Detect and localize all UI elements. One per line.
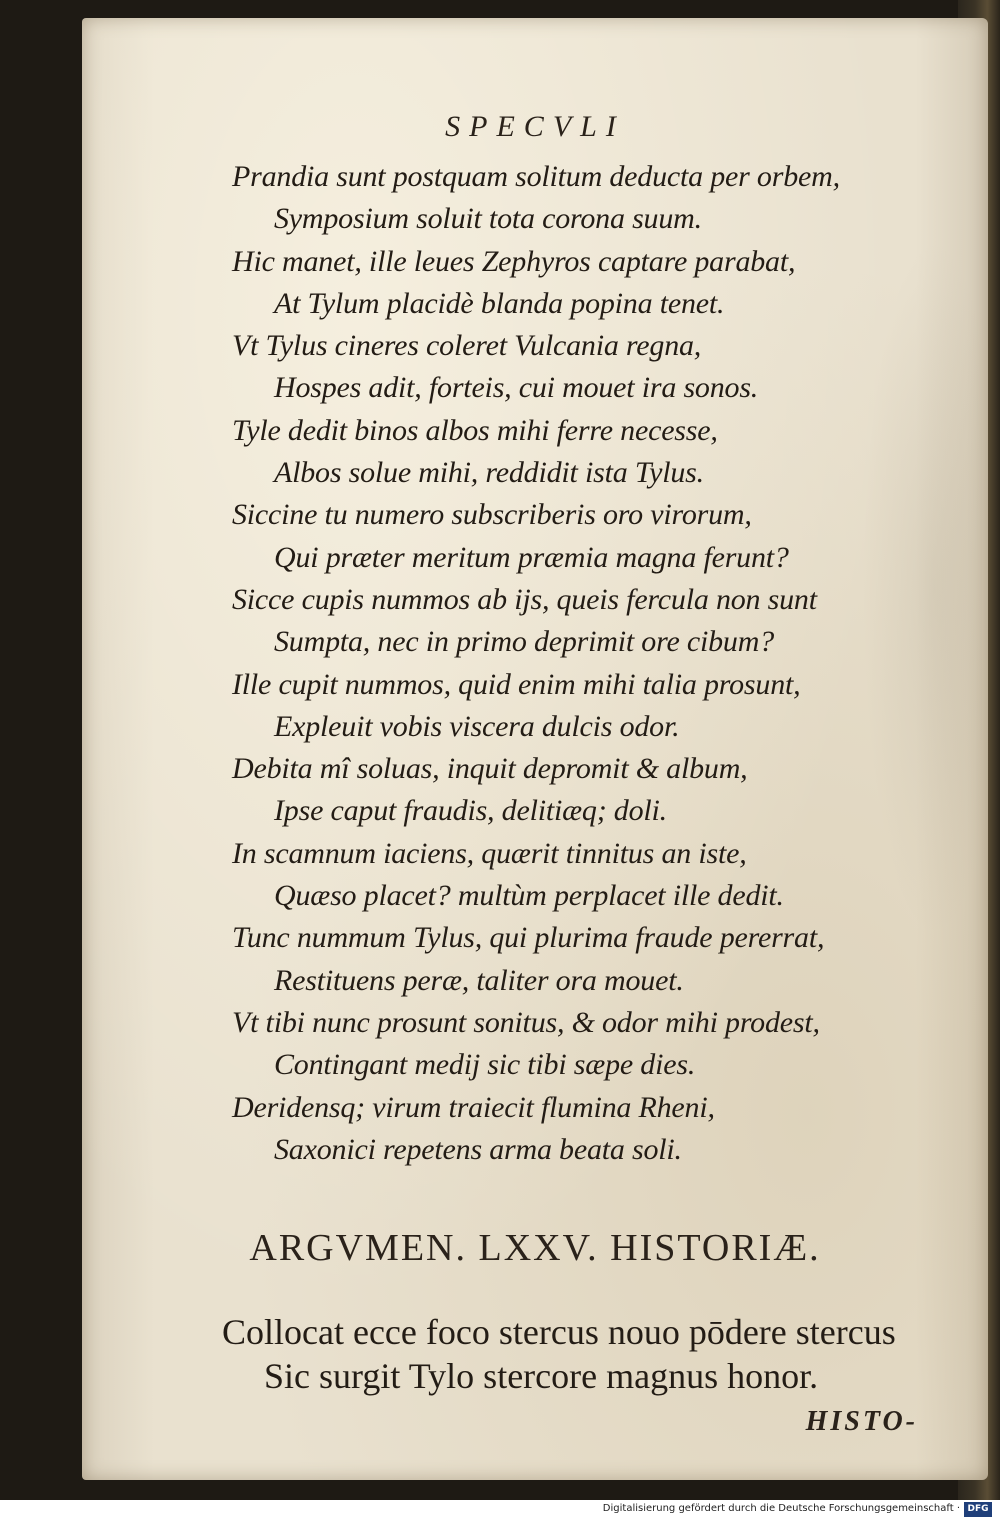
verse-line: Saxonici repetens arma beata soli.	[274, 1132, 682, 1166]
verse-line: Vt tibi nunc prosunt sonitus, & odor mihi prodest,	[232, 1005, 820, 1039]
verse-line: Contingant medij sic tibi sæpe dies.	[274, 1048, 696, 1082]
verse-line: Tyle dedit binos albos mihi ferre necesse,	[232, 413, 718, 447]
verse-line: Siccine tu numero subscriberis oro virorum,	[232, 498, 752, 532]
verse-line: Expleuit vobis viscera dulcis odor.	[274, 709, 680, 743]
verse-line: Prandia sunt postquam solitum deducta per orbem,	[232, 160, 840, 193]
verse-line: Restituens peræ, taliter ora mouet.	[274, 963, 684, 997]
catchword: HISTO-	[805, 1406, 918, 1437]
verse-line: Ipse caput fraudis, delitiæq; doli.	[274, 794, 667, 828]
verse-line: Tunc nummum Tylus, qui plurima fraude pererrat,	[232, 921, 825, 955]
verse-line: Qui præter meritum præmia magna ferunt?	[274, 540, 789, 574]
book-page	[82, 18, 988, 1480]
verse-line: Sicce cupis nummos ab ijs, queis fercula non sunt	[232, 582, 817, 616]
verse-line: Albos solue mihi, reddidit ista Tylus.	[274, 456, 704, 490]
verse-line: Debita mî soluas, inquit depromit & album,	[232, 752, 748, 786]
verse-line: Hospes adit, forteis, cui mouet ira sonos.	[274, 371, 759, 405]
verse-line: Ille cupit nummos, quid enim mihi talia prosunt,	[232, 667, 801, 701]
argument-couplet	[222, 1310, 942, 1398]
dfg-logo-icon: DFG	[964, 1502, 992, 1517]
verse-line: Hic manet, ille leues Zephyros captare parabat,	[232, 244, 796, 278]
argument-heading: ARGVMEN. LXXV. HISTORIÆ.	[249, 1227, 821, 1269]
argument-line: Sic surgit Tylo stercore magnus honor.	[264, 1356, 819, 1396]
funding-credit: Digitalisierung gefördert durch die Deutsche Forschungsgemeinschaft ·	[602, 1503, 960, 1514]
verse-line: Symposium soluit tota corona suum.	[274, 202, 702, 236]
verse-line: Quæso placet? multùm perplacet ille dedit.	[274, 879, 784, 913]
verse-line: Vt Tylus cineres coleret Vulcania regna,	[232, 329, 702, 363]
running-head: SPECVLI	[445, 110, 625, 143]
poem-body	[232, 156, 952, 1171]
verse-line: Sumpta, nec in primo deprimit ore cibum?	[274, 625, 774, 659]
verse-line: At Tylum placidè blanda popina tenet.	[274, 286, 725, 320]
argument-line: Collocat ecce foco stercus nouo pōdere stercus	[222, 1312, 896, 1352]
verse-line: Deridensq; virum traiecit flumina Rheni,	[232, 1090, 715, 1124]
digitization-footer	[0, 1500, 1000, 1520]
verse-line: In scamnum iaciens, quærit tinnitus an iste,	[232, 836, 747, 870]
